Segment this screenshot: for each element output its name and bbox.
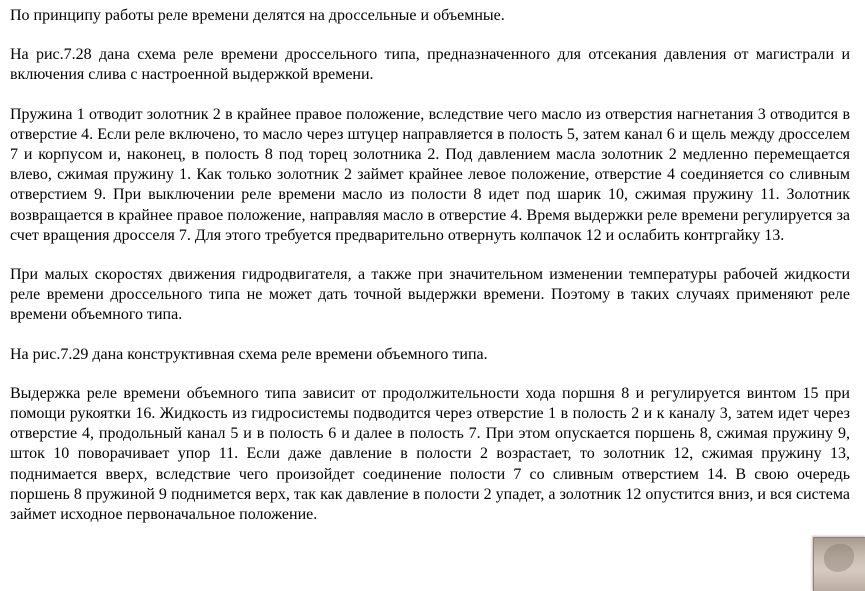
- corner-image-fragment: [813, 537, 865, 591]
- paragraph-figure-7-28-intro: На рис.7.28 дана схема реле времени дроссельного типа, предназначенного для отсекания давления от магистрали и включения слива с настроенной выдержкой времени.: [10, 46, 850, 84]
- paragraph-volumetric-relay-operation: Выдержка реле времени объемного типа зависит от продолжительности хода поршня 8 и регулируется винтом 15 при помощи рукоятки 16. Жидкость из гидросистемы подводится через отверстие 1 в полость 2 и к каналу 3, затем идет через отверстие 4, продольный канал 5 и в полость 6 и далее в полость 7. При этом опускается поршень 8, сжимая пружину 9, шток 10 поворачивает упор 11. Если даже давление в полости 2 возрастает, то золотник 12, сжимая пружину 13, поднимается вверх, вследствие чего произойдет соединение полости 7 со сливным отверстием 14. В свою очередь поршень 8 пружиной 9 поднимется верх, так как давление в полости 2 упадет, а золотник 12 опустится вниз, и вся система займет исходное первоначальное положение.: [10, 384, 850, 524]
- paragraph-throttle-relay-operation: Пружина 1 отводит золотник 2 в крайнее правое положение, вследствие чего масло из отверстия нагнетания 3 отводится в отверстие 4. Если реле включено, то масло через штуцер направляется в полость 5, затем канал 6 и щель между дросселем 7 и корпусом и, наконец, в полость 8 под торец золотника 2. Под давлением масла золотник 2 медленно перемещается влево, сжимая пружину 1. Как только золотник 2 займет крайнее левое положение, отверстие 4 соединяется со сливным отверстием 9. При выключении реле времени масло из полости 8 идет под шарик 10, сжимая пружину 11. Золотник возвращается в крайнее правое положение, направляя масло в отверстие 4. Время выдержки реле времени регулируется за счет вращения дросселя 7. Для этого требуется предварительно отвернуть колпачок 12 и ослабить контргайку 13.: [10, 105, 850, 244]
- document-body: [10, 6, 850, 525]
- paragraph-figure-7-29-intro: На рис.7.29 дана конструктивная схема реле времени объемного типа.: [10, 345, 488, 363]
- image-fragment-shape: [824, 544, 854, 572]
- paragraph-throttle-relay-limitations: При малых скоростях движения гидродвигателя, а также при значительном изменении температуры рабочей жидкости реле времени дроссельного типа не может дать точной выдержки времени. Поэтому в таких случаях применяют реле времени объемного типа.: [10, 266, 850, 324]
- paragraph-relay-classification: По принципу работы реле времени делятся на дроссельные и объемные.: [10, 7, 505, 24]
